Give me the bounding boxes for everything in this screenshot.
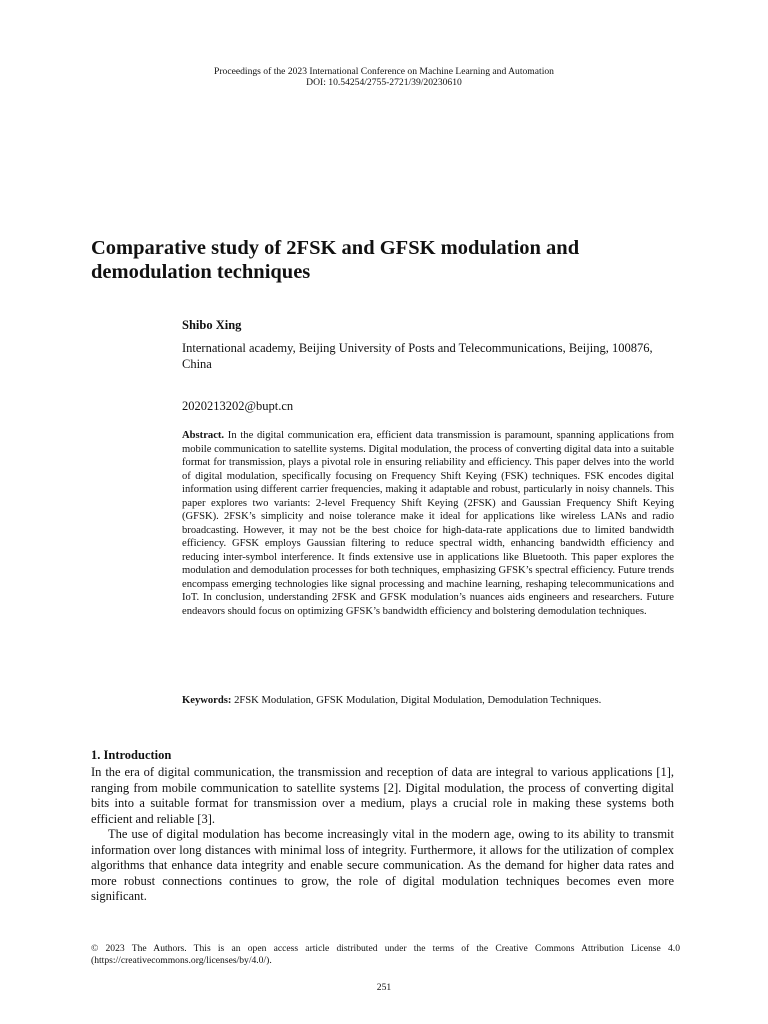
abstract bbox=[182, 429, 674, 618]
paper-title bbox=[91, 236, 691, 284]
license-notice: © 2023 The Authors. This is an open access article distributed under the terms of the Creative Commons Attribution License 4.0 (https://creativecommons.org/licenses/by/4.0/). bbox=[91, 943, 680, 966]
author-name: Shibo Xing bbox=[182, 318, 242, 332]
abstract-text: In the digital communication era, efficient data transmission is paramount, spanning applications from mobile communication to satellite systems. Digital modulation, the process of converting digital data into a suitable format for transmission, plays a pivotal role in ensuring reliability and efficiency. This paper delves into the world of digital modulation, specifically focusing on Frequency Shift Keying (FSK) techniques. FSK encodes digital information using different carrier frequencies, making it adaptable and robust, particularly in noisy channels. This paper explores two variants: 2-level Frequency Shift Keying (2FSK) and Gaussian Frequency Shift Keying (GFSK). 2FSK’s simplicity and noise tolerance make it ideal for applications like wireless LANs and radio broadcasting. However, it may not be the best choice for high-data-rate applications due to limited bandwidth efficiency. GFSK employs Gaussian filtering to reduce spectral width, enhancing bandwidth efficiency and reducing inter-symbol interference. It finds extensive use in applications like Bluetooth. This paper explores the modulation and demodulation processes for both techniques, emphasizing GFSK’s spectral efficiency. Future trends encompass emerging technologies like signal processing and machine learning, reshaping telecommunications and IoT. In conclusion, understanding 2FSK and GFSK modulation’s nuances aids engineers and researchers. Future endeavors should focus on optimizing GFSK’s bandwidth efficiency and bolstering demodulation techniques. bbox=[182, 430, 674, 617]
page-number: 251 bbox=[376, 982, 392, 993]
title-line-2: demodulation techniques bbox=[91, 261, 311, 283]
abstract-label: Abstract. bbox=[182, 430, 225, 441]
title-line-1: Comparative study of 2FSK and GFSK modulation and bbox=[91, 237, 580, 259]
intro-paragraph-2: The use of digital modulation has become increasingly vital in the modern age, owing to its ability to transmit information over long distances with minimal loss of integrity. Furthermore, it allows for the utilization of complex algorithms that enhance data integrity and enable secure communication. As the demand for higher data rates and more robust connections continues to grow, the role of digital modulation techniques becomes even more significant. bbox=[91, 827, 674, 903]
section-heading-introduction: 1. Introduction bbox=[91, 748, 172, 762]
keywords bbox=[182, 694, 674, 708]
proceedings-line: Proceedings of the 2023 International Conference on Machine Learning and Automation bbox=[214, 66, 554, 77]
doi-line: DOI: 10.54254/2755-2721/39/20230610 bbox=[306, 77, 462, 88]
author-email: 2020213202@bupt.cn bbox=[182, 399, 294, 413]
introduction-body bbox=[91, 765, 674, 905]
author-affiliation: International academy, Beijing University of Posts and Telecommunications, Beijing, 100876, China bbox=[182, 341, 653, 371]
keywords-label: Keywords: bbox=[182, 695, 232, 706]
running-header bbox=[0, 66, 768, 88]
intro-paragraph-1: In the era of digital communication, the transmission and reception of data are integral to various applications [1], ranging from mobile communication to satellite systems [2]. Digital modulation, the process of converting digital bits into a suitable format for transmission over a medium, plays a crucial role in making these systems both efficient and reliable [3]. bbox=[91, 765, 674, 826]
keywords-text: 2FSK Modulation, GFSK Modulation, Digital Modulation, Demodulation Techniques. bbox=[234, 695, 602, 706]
